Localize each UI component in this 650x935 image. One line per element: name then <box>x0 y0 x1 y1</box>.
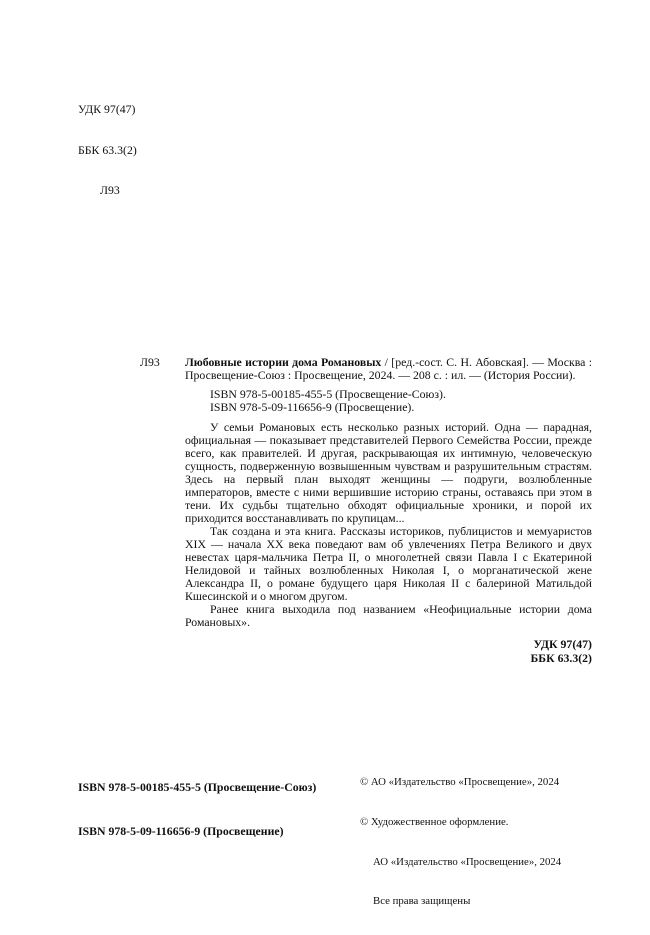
udk-bbk-right-block <box>185 638 592 665</box>
author-sign: Л93 <box>100 183 120 197</box>
annotation-paragraph-3: Ранее книга выходила под названием «Неофициальные истории дома Романовых». <box>185 602 592 629</box>
annotation-paragraph-2: Так создана и эта книга. Рассказы историков, публицистов и мемуаристов XIX — начала XX века поведают вам об увлечениях Петра Великого и двух невестах царя-мальчика Петра II, о многолетней связи Павла I с Екатериной Нелидовой и тайных возлюбленных Николая I, о морганатической жене Александра II, о романе будущего царя Николая II с балериной Матильдой Кшесинской и о многом другом. <box>185 524 592 603</box>
bbk-number-right: ББК 63.3(2) <box>530 650 592 665</box>
bibliographic-description <box>185 356 592 382</box>
bottom-isbn-line-1: ISBN 978-5-00185-455-5 (Просвещение-Союз) <box>78 780 317 794</box>
copyright-line-1: © АО «Издательство «Просвещение», 2024 <box>360 776 560 789</box>
annotation-paragraph-1: У семьи Романовых есть несколько разных историй. Одна — парадная, официальная — показывает представителей Первого Семейства России, прежде всего, как правителей. И другая, раскрывающая их интимную, человеческую сущность, подверженную возвышенным чувствам и разрушительным страстям. Здесь на первый план выходят женщины — подруги, возлюбленные императоров, вместе с ними вершившие историю страны, оставаясь при этом в тени. Их судьбы тщательно обходят официальные хроники, и порой их приходится восстанавливать по крупицам... <box>185 420 592 525</box>
author-sign-margin: Л93 <box>140 355 160 369</box>
isbn-line-1: ISBN 978-5-00185-455-5 (Просвещение-Союз). <box>210 387 446 401</box>
copyright-line-2: © Художественное оформление. <box>360 816 509 829</box>
bibliographic-details: / [ред.-сост. С. Н. Абовская]. — Москва : Просвещение-Союз : Просвещение, 2024. — 208 с. : ил. — (История России). <box>185 355 592 382</box>
copyright-line-3: АО «Издательство «Просвещение», 2024 <box>373 855 562 868</box>
imprint-top-block <box>78 76 137 225</box>
copyright-block <box>360 750 561 935</box>
udk-number-right: УДК 97(47) <box>533 637 592 651</box>
isbn-block <box>185 388 592 414</box>
udk-number: УДК 97(47) <box>78 102 136 116</box>
copyright-line-4: Все права защищены <box>373 895 471 908</box>
main-text-column <box>185 356 592 665</box>
isbn-line-2: ISBN 978-5-09-116656-9 (Просвещение). <box>210 400 415 414</box>
bottom-isbn-line-2: ISBN 978-5-09-116656-9 (Просвещение) <box>78 823 284 838</box>
book-title: Любовные истории дома Романовых <box>185 355 382 369</box>
bbk-number: ББК 63.3(2) <box>78 142 137 157</box>
bottom-isbn-block <box>78 751 316 867</box>
